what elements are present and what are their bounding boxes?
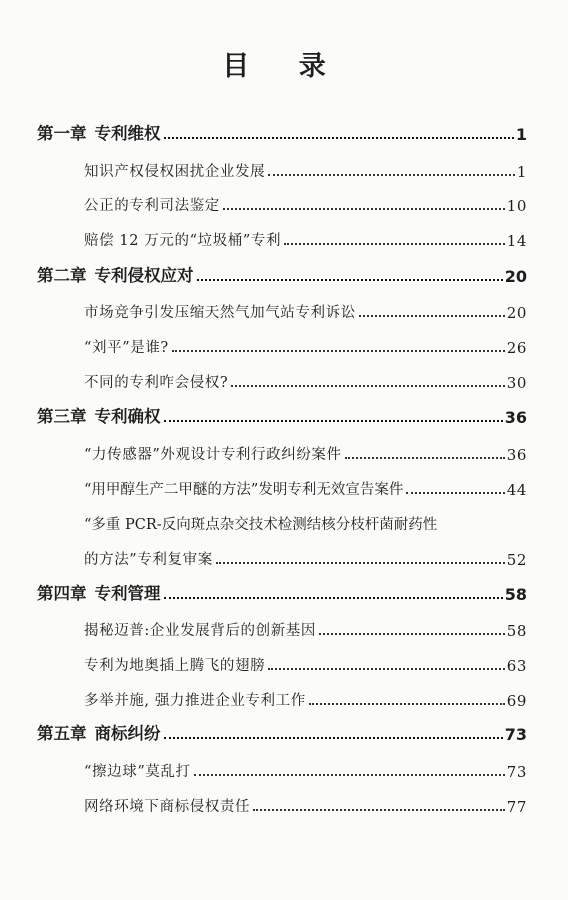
entry-title: “用甲醇生产二甲醚的方法”发明专利无效宣告案件 (84, 482, 404, 498)
page-number: 58 (504, 585, 527, 604)
page-number: 14 (506, 232, 527, 250)
toc-entry (84, 368, 527, 392)
dot-leader (231, 385, 504, 387)
dot-leader (309, 703, 505, 705)
entry-title: 揭秘迈普:企业发展背后的创新基因 (84, 623, 316, 639)
entry-title: 网络环境下商标侵权责任 (84, 799, 251, 815)
page-number: 63 (506, 657, 527, 675)
toc-entry (84, 686, 527, 710)
chapter-title: 专利确权 (94, 407, 161, 426)
toc-entry (84, 226, 527, 250)
entry-title: 的方法”专利复审案 (84, 552, 213, 568)
entry-title: “刘平”是谁? (84, 340, 169, 356)
dot-leader (268, 174, 515, 176)
toc-entry (84, 616, 527, 640)
dot-leader (172, 350, 505, 352)
dot-leader (216, 562, 505, 564)
toc-chapter (37, 262, 527, 286)
dot-leader (253, 809, 505, 811)
entry-title: “多重 PCR-反向斑点杂交技术检测结核分枝杆菌耐药性 (84, 517, 438, 533)
entry-title: 市场竞争引发压缩天然气加气站专利诉讼 (84, 305, 356, 321)
page-number: 69 (506, 692, 527, 710)
toc-entry (84, 475, 527, 499)
page-number: 73 (504, 725, 527, 744)
dot-leader (268, 668, 505, 670)
chapter-title: 商标纠纷 (94, 724, 161, 743)
chapter-number: 第四章 (37, 584, 87, 603)
page-title: 目 录 (222, 51, 346, 82)
dot-leader (359, 315, 505, 317)
page-number: 20 (504, 267, 527, 286)
toc-entry (84, 651, 527, 675)
chapter-title: 专利管理 (94, 584, 161, 603)
toc-entry (84, 510, 527, 534)
page-number: 26 (506, 339, 527, 357)
page-number: 44 (506, 481, 527, 499)
chapter-number: 第二章 (37, 266, 87, 285)
dot-leader (345, 457, 505, 459)
toc-entry (84, 792, 527, 816)
dot-leader (164, 137, 514, 139)
chapter-title: 专利维权 (94, 124, 161, 143)
toc-entry (84, 440, 527, 464)
dot-leader (197, 279, 503, 281)
toc-chapter (37, 403, 527, 427)
dot-leader (164, 597, 503, 599)
chapter-number: 第一章 (37, 124, 87, 143)
entry-title: 不同的专利咋会侵权? (84, 375, 229, 391)
toc-entry (84, 298, 527, 322)
toc-chapter (37, 580, 527, 604)
chapter-number: 第三章 (37, 407, 87, 426)
page-number: 20 (506, 304, 527, 322)
dot-leader (194, 774, 505, 776)
dot-leader (223, 208, 505, 210)
toc-entry (84, 191, 527, 215)
dot-leader (164, 737, 503, 739)
entry-title: “力传感器”外观设计专利行政纠纷案件 (84, 447, 342, 463)
page-number: 73 (506, 763, 527, 781)
entry-title: 知识产权侵权困扰企业发展 (84, 164, 266, 180)
page-number: 36 (504, 408, 527, 427)
page-number: 30 (506, 374, 527, 392)
entry-title: “擦边球”莫乱打 (84, 764, 191, 780)
page-number: 1 (516, 163, 527, 181)
page-number: 36 (506, 446, 527, 464)
dot-leader (406, 492, 504, 494)
toc-chapter (37, 120, 527, 144)
toc-entry-continuation (84, 545, 527, 569)
chapter-number: 第五章 (37, 724, 87, 743)
dot-leader (319, 633, 505, 635)
toc-entry (84, 157, 527, 181)
page-number: 10 (506, 197, 527, 215)
dot-leader (164, 420, 503, 422)
toc-chapter (37, 720, 527, 744)
page-number: 77 (506, 798, 527, 816)
entry-title: 专利为地奥插上腾飞的翅膀 (84, 658, 266, 674)
entry-title: 赔偿 12 万元的“垃圾桶”专利 (84, 233, 282, 249)
toc-entry (84, 757, 527, 781)
entry-title: 多举并施, 强力推进企业专利工作 (84, 693, 306, 709)
toc-entry (84, 333, 527, 357)
entry-title: 公正的专利司法鉴定 (84, 198, 220, 214)
page-number: 52 (506, 551, 527, 569)
dot-leader (284, 243, 505, 245)
chapter-title: 专利侵权应对 (94, 266, 194, 285)
page-number: 58 (506, 622, 527, 640)
page-number: 1 (515, 125, 527, 144)
